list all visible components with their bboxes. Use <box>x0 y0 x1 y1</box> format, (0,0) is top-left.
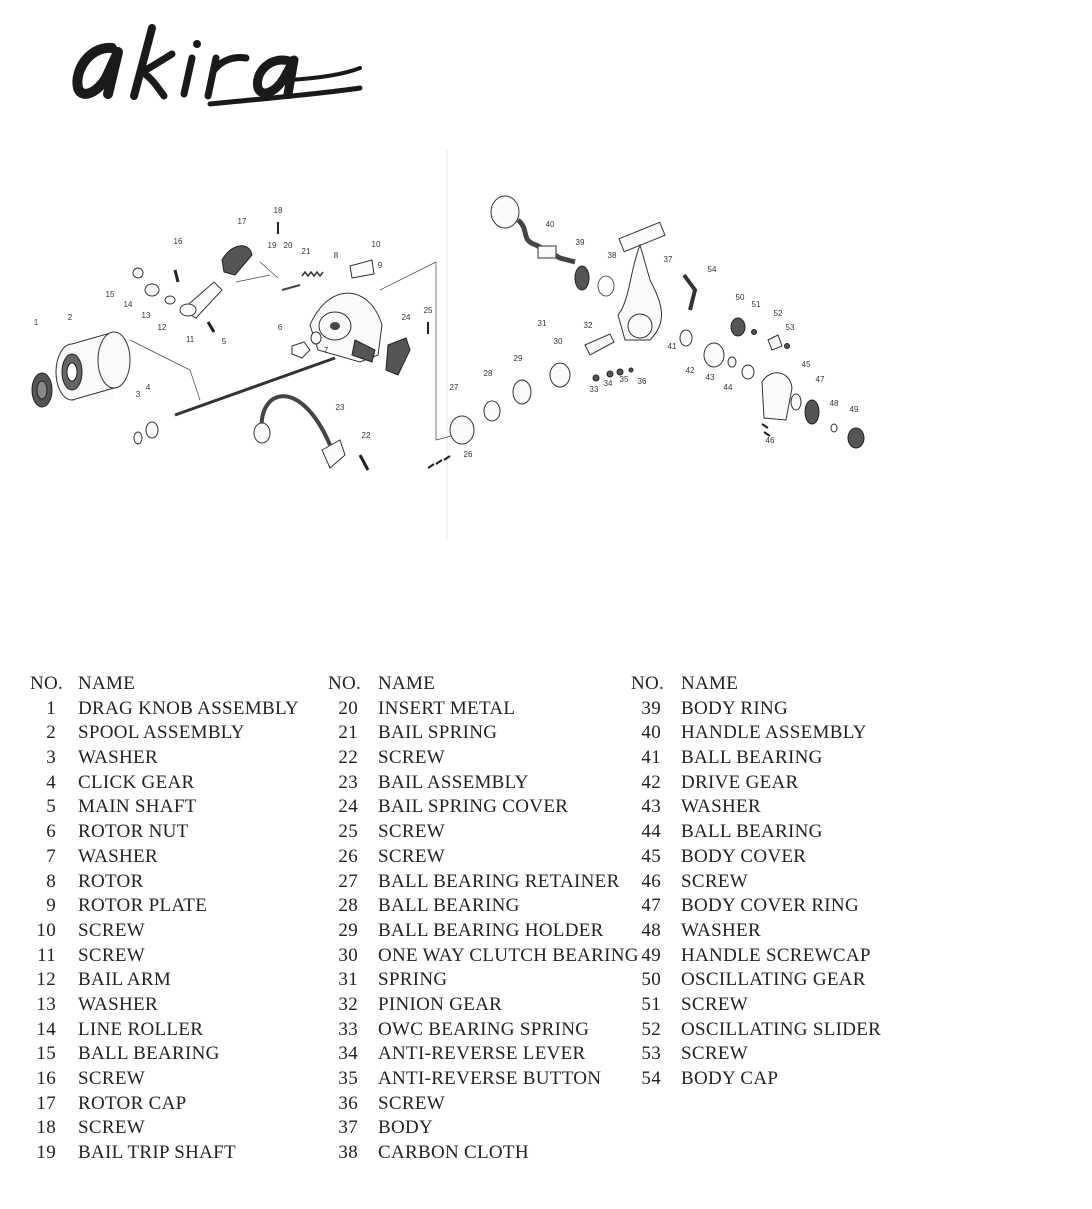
callout-21: 21 <box>301 247 311 256</box>
part-name: BODY RING <box>681 697 789 719</box>
part-row <box>328 968 639 993</box>
part-row <box>631 993 881 1018</box>
bearing-retainer-part <box>450 416 474 444</box>
part-number: 3 <box>46 747 56 769</box>
ball-bearing-part <box>133 268 143 278</box>
guide-line <box>130 340 200 400</box>
washer-part <box>165 296 175 304</box>
washer-part <box>728 357 736 367</box>
callout-54: 54 <box>707 265 717 274</box>
part-name: SCREW <box>78 1117 145 1139</box>
carbon-cloth-part <box>598 276 614 296</box>
part-row <box>30 795 299 820</box>
part-name: WASHER <box>78 845 158 867</box>
part-number: 35 <box>338 1068 358 1089</box>
part-row <box>30 944 299 969</box>
part-name: ROTOR CAP <box>78 1092 187 1114</box>
owc-spring-part <box>593 375 599 381</box>
part-number: 52 <box>641 1018 661 1040</box>
part-name: BALL BEARING <box>78 1043 220 1065</box>
bail-assembly-part <box>322 440 345 468</box>
part-number: 29 <box>338 919 358 941</box>
part-row <box>631 968 881 993</box>
screw-part <box>208 322 214 332</box>
callout-36: 36 <box>637 377 647 386</box>
callout-28: 28 <box>483 369 493 378</box>
parts-column-header <box>30 672 299 697</box>
part-name: BODY <box>378 1117 434 1139</box>
part-number: 19 <box>36 1142 56 1164</box>
part-number: 17 <box>36 1092 56 1114</box>
callout-20: 20 <box>283 241 293 250</box>
part-name: BAIL ARM <box>78 969 172 991</box>
anti-reverse-lever-part <box>607 371 613 377</box>
part-name: OWC BEARING SPRING <box>378 1018 590 1040</box>
part-name: SPRING <box>378 969 448 991</box>
part-row <box>631 894 881 919</box>
part-row <box>30 1018 299 1043</box>
callout-25: 25 <box>423 306 433 315</box>
callout-14: 14 <box>123 300 133 309</box>
callout-18: 18 <box>273 206 283 215</box>
callout-12: 12 <box>157 323 167 332</box>
callout-8: 8 <box>333 251 339 260</box>
callout-52: 52 <box>773 309 783 318</box>
screw-part <box>360 455 368 470</box>
part-number: 14 <box>36 1018 56 1040</box>
part-row <box>30 697 299 722</box>
part-number: 47 <box>641 895 661 917</box>
callout-6: 6 <box>277 323 283 332</box>
callout-43: 43 <box>705 373 715 382</box>
part-number: 46 <box>641 870 661 892</box>
part-name: PINION GEAR <box>378 993 503 1015</box>
part-name: LINE ROLLER <box>78 1018 204 1040</box>
callout-7: 7 <box>323 346 329 355</box>
part-row <box>328 944 639 969</box>
part-number: 25 <box>338 821 358 843</box>
part-row <box>328 1092 639 1117</box>
part-name: BODY COVER RING <box>681 895 859 917</box>
part-name: ROTOR NUT <box>78 821 189 843</box>
body-cover-part <box>762 373 792 420</box>
part-number: 43 <box>641 796 661 818</box>
callout-2: 2 <box>67 313 73 322</box>
part-number: 45 <box>641 845 661 867</box>
part-name: WASHER <box>78 747 158 769</box>
brand-logo <box>60 8 380 118</box>
part-row <box>328 1067 639 1092</box>
part-name: ROTOR PLATE <box>78 895 208 917</box>
part-row <box>631 820 881 845</box>
callout-40: 40 <box>545 220 555 229</box>
part-number: 51 <box>641 993 661 1015</box>
one-way-clutch-part <box>550 363 570 387</box>
part-number: 16 <box>36 1068 56 1089</box>
body-cover-ring-part <box>805 400 819 424</box>
part-row <box>30 1092 299 1117</box>
part-name: INSERT METAL <box>378 697 516 719</box>
part-number: 7 <box>46 845 56 867</box>
ball-bearing-part <box>680 330 692 346</box>
part-number: 30 <box>338 944 358 966</box>
part-row <box>328 919 639 944</box>
part-number: 41 <box>641 747 661 769</box>
washer-part <box>134 432 142 444</box>
part-number: 22 <box>338 747 358 769</box>
callout-27: 27 <box>449 383 459 392</box>
callout-24: 24 <box>401 313 411 322</box>
callout-19: 19 <box>267 241 277 250</box>
part-name: BALL BEARING HOLDER <box>378 919 604 941</box>
callout-1: 1 <box>33 318 39 327</box>
part-name: BAIL SPRING <box>378 722 498 744</box>
part-name: OSCILLATING GEAR <box>681 969 866 991</box>
part-number: 32 <box>338 993 358 1015</box>
part-name: SCREW <box>378 821 445 843</box>
part-name: CLICK GEAR <box>78 771 195 793</box>
callout-22: 22 <box>361 431 371 440</box>
callout-51: 51 <box>751 300 761 309</box>
part-row <box>631 721 881 746</box>
part-number: 44 <box>641 821 661 843</box>
part-row <box>631 697 881 722</box>
callout-31: 31 <box>537 319 547 328</box>
part-row <box>328 870 639 895</box>
part-number: 13 <box>36 993 56 1015</box>
screw-part <box>629 368 633 372</box>
part-row <box>30 1141 299 1166</box>
oscillating-slider-part <box>768 335 782 350</box>
part-number: 5 <box>46 796 56 818</box>
bail-roller-part <box>254 423 270 443</box>
part-row <box>328 697 639 722</box>
part-row <box>631 1018 881 1043</box>
guide-line <box>377 261 436 290</box>
callout-47: 47 <box>815 375 825 384</box>
part-number: 4 <box>46 771 56 793</box>
callout-37: 37 <box>663 255 673 264</box>
exploded-parts-diagram <box>0 150 1092 550</box>
part-number: 11 <box>37 944 56 966</box>
part-row <box>30 845 299 870</box>
part-row <box>631 1067 881 1092</box>
rotor-cap-part <box>222 246 252 275</box>
oscillating-gear-part <box>731 318 745 336</box>
bail-spring-cover-part <box>386 338 410 375</box>
part-name: ROTOR <box>78 870 144 892</box>
spool-part <box>56 332 130 400</box>
part-number: 49 <box>641 944 661 966</box>
part-number: 39 <box>641 697 661 719</box>
part-row <box>631 870 881 895</box>
callout-16: 16 <box>173 237 183 246</box>
callout-30: 30 <box>553 337 563 346</box>
part-number: 24 <box>338 796 358 818</box>
part-number: 37 <box>338 1117 358 1139</box>
part-name: SCREW <box>681 870 748 892</box>
part-row <box>30 1067 299 1092</box>
part-row <box>328 1018 639 1043</box>
callout-29: 29 <box>513 354 523 363</box>
rotor-plate-part <box>350 260 374 278</box>
part-number: 54 <box>641 1068 661 1089</box>
bail-wire-part <box>262 396 330 445</box>
callout-32: 32 <box>583 321 593 330</box>
parts-column-2 <box>328 672 639 1166</box>
part-number: 40 <box>641 722 661 744</box>
header-name: NAME <box>78 673 136 694</box>
part-name: SPOOL ASSEMBLY <box>78 722 245 744</box>
header-no: NO. <box>328 673 362 694</box>
part-row <box>30 968 299 993</box>
part-name: SCREW <box>78 1068 145 1089</box>
part-row <box>30 894 299 919</box>
part-row <box>30 1116 299 1141</box>
callout-48: 48 <box>829 399 839 408</box>
part-row <box>30 870 299 895</box>
part-name: WASHER <box>681 919 761 941</box>
screw-part <box>175 270 178 282</box>
callout-34: 34 <box>603 379 613 388</box>
reel-diagram-svg <box>0 150 1092 550</box>
body-cap-part <box>684 275 695 310</box>
carbon-cloth-part <box>791 394 801 410</box>
callout-17: 17 <box>237 217 247 226</box>
part-number: 2 <box>46 722 56 744</box>
part-name: SCREW <box>78 944 145 966</box>
part-row <box>328 1042 639 1067</box>
part-row <box>30 721 299 746</box>
main-shaft-part <box>175 358 335 415</box>
callout-45: 45 <box>801 360 811 369</box>
callout-9: 9 <box>377 261 383 270</box>
screw-part <box>752 330 757 335</box>
callout-49: 49 <box>849 405 859 414</box>
part-name: SCREW <box>378 1092 445 1114</box>
bail-arm-hub <box>180 304 196 316</box>
part-number: 20 <box>338 697 358 719</box>
parts-column-1 <box>30 672 299 1166</box>
part-name: BODY COVER <box>681 845 807 867</box>
part-number: 31 <box>338 969 358 991</box>
part-row <box>631 944 881 969</box>
part-name: OSCILLATING SLIDER <box>681 1018 882 1040</box>
part-name: SCREW <box>378 845 445 867</box>
line-roller-part <box>145 284 159 296</box>
part-name: WASHER <box>78 993 158 1015</box>
callout-5: 5 <box>221 337 227 346</box>
part-name: ANTI-REVERSE LEVER <box>378 1043 586 1065</box>
part-row <box>328 771 639 796</box>
handle-assembly-part <box>491 196 575 262</box>
guide-line <box>436 262 455 440</box>
ball-bearing-part <box>484 401 500 421</box>
part-number: 28 <box>338 895 358 917</box>
part-row <box>328 1141 639 1166</box>
part-number: 38 <box>338 1142 358 1164</box>
callout-41: 41 <box>667 342 677 351</box>
part-number: 26 <box>338 845 358 867</box>
part-number: 9 <box>46 895 56 917</box>
part-number: 23 <box>338 771 358 793</box>
callout-13: 13 <box>141 311 151 320</box>
header-name: NAME <box>378 673 436 694</box>
bail-spring-part <box>302 272 323 276</box>
part-row <box>328 746 639 771</box>
part-number: 8 <box>46 870 56 892</box>
part-number: 34 <box>338 1043 358 1065</box>
part-row <box>328 993 639 1018</box>
part-name: BAIL SPRING COVER <box>378 796 569 818</box>
part-number: 15 <box>36 1043 56 1065</box>
click-gear-part <box>146 422 158 438</box>
part-number: 50 <box>641 969 661 991</box>
part-row <box>631 771 881 796</box>
part-name: BALL BEARING <box>681 747 823 769</box>
parts-column-3 <box>631 672 881 1092</box>
part-row <box>328 894 639 919</box>
callout-3: 3 <box>135 390 141 399</box>
callout-39: 39 <box>575 238 585 247</box>
part-name: BALL BEARING <box>681 821 823 843</box>
part-name: HANDLE ASSEMBLY <box>681 722 867 744</box>
callout-23: 23 <box>335 403 345 412</box>
callout-11: 11 <box>185 335 195 344</box>
part-name: SCREW <box>681 1043 748 1065</box>
part-name: SCREW <box>78 919 145 941</box>
bearing-holder-part <box>513 380 531 404</box>
callout-38: 38 <box>607 251 617 260</box>
part-name: DRIVE GEAR <box>681 771 799 793</box>
part-name: BODY CAP <box>681 1068 779 1089</box>
part-number: 36 <box>338 1092 358 1114</box>
part-name: MAIN SHAFT <box>78 796 197 818</box>
body-part <box>618 222 665 340</box>
callout-33: 33 <box>589 385 599 394</box>
part-number: 1 <box>46 697 56 719</box>
part-row <box>30 993 299 1018</box>
part-row <box>328 795 639 820</box>
callout-35: 35 <box>619 375 629 384</box>
part-number: 12 <box>36 969 56 991</box>
part-number: 48 <box>641 919 661 941</box>
callout-44: 44 <box>723 383 733 392</box>
screws-46-part <box>762 424 770 436</box>
part-number: 18 <box>36 1117 56 1139</box>
part-row <box>631 919 881 944</box>
header-no: NO. <box>631 673 665 694</box>
washer-part <box>311 332 321 344</box>
rotor-nut-part <box>292 342 310 358</box>
part-number: 21 <box>338 722 358 744</box>
callout-4: 4 <box>145 383 151 392</box>
part-name: ONE WAY CLUTCH BEARING <box>378 944 639 966</box>
callout-42: 42 <box>685 366 695 375</box>
part-name: WASHER <box>681 796 761 818</box>
screw-part <box>785 344 790 349</box>
ball-bearing-part <box>742 365 754 379</box>
part-number: 6 <box>46 821 56 843</box>
part-name: BAIL TRIP SHAFT <box>78 1142 236 1164</box>
callout-46: 46 <box>765 436 775 445</box>
part-number: 10 <box>36 919 56 941</box>
callout-26: 26 <box>463 450 473 459</box>
washer-part <box>831 424 837 432</box>
part-row <box>631 795 881 820</box>
part-number: 53 <box>641 1043 661 1065</box>
pinion-gear-part <box>585 334 614 355</box>
callout-10: 10 <box>371 240 381 249</box>
callout-50: 50 <box>735 293 745 302</box>
part-row <box>631 845 881 870</box>
part-row <box>30 1042 299 1067</box>
part-name: HANDLE SCREWCAP <box>681 944 871 966</box>
header-name: NAME <box>681 673 739 694</box>
part-name: BALL BEARING RETAINER <box>378 870 620 892</box>
body-ring-part <box>575 266 589 290</box>
part-name: BAIL ASSEMBLY <box>378 771 529 793</box>
part-name: SCREW <box>681 993 748 1015</box>
part-number: 33 <box>338 1018 358 1040</box>
part-row <box>30 919 299 944</box>
part-row <box>328 1116 639 1141</box>
part-name: BALL BEARING <box>378 895 520 917</box>
part-name: SCREW <box>378 747 445 769</box>
part-name: ANTI-REVERSE BUTTON <box>378 1068 602 1089</box>
callout-15: 15 <box>105 290 115 299</box>
part-name: DRAG KNOB ASSEMBLY <box>78 697 299 719</box>
parts-column-header <box>328 672 639 697</box>
part-row <box>631 746 881 771</box>
brand-logo-graphic <box>60 8 380 118</box>
part-row <box>30 771 299 796</box>
part-number: 42 <box>641 771 661 793</box>
callout-53: 53 <box>785 323 795 332</box>
part-row <box>328 820 639 845</box>
part-row <box>30 746 299 771</box>
rotor-part <box>310 293 382 362</box>
part-number: 27 <box>338 870 358 892</box>
insert-metal-part <box>282 285 300 290</box>
part-name: CARBON CLOTH <box>378 1142 529 1164</box>
parts-column-header <box>631 672 881 697</box>
drive-gear-part <box>704 343 724 367</box>
header-no: NO. <box>30 673 64 694</box>
part-row <box>328 721 639 746</box>
part-row <box>631 1042 881 1067</box>
handle-screwcap-part <box>848 428 864 448</box>
part-row <box>30 820 299 845</box>
drag-knob-part <box>32 373 52 407</box>
part-row <box>328 845 639 870</box>
